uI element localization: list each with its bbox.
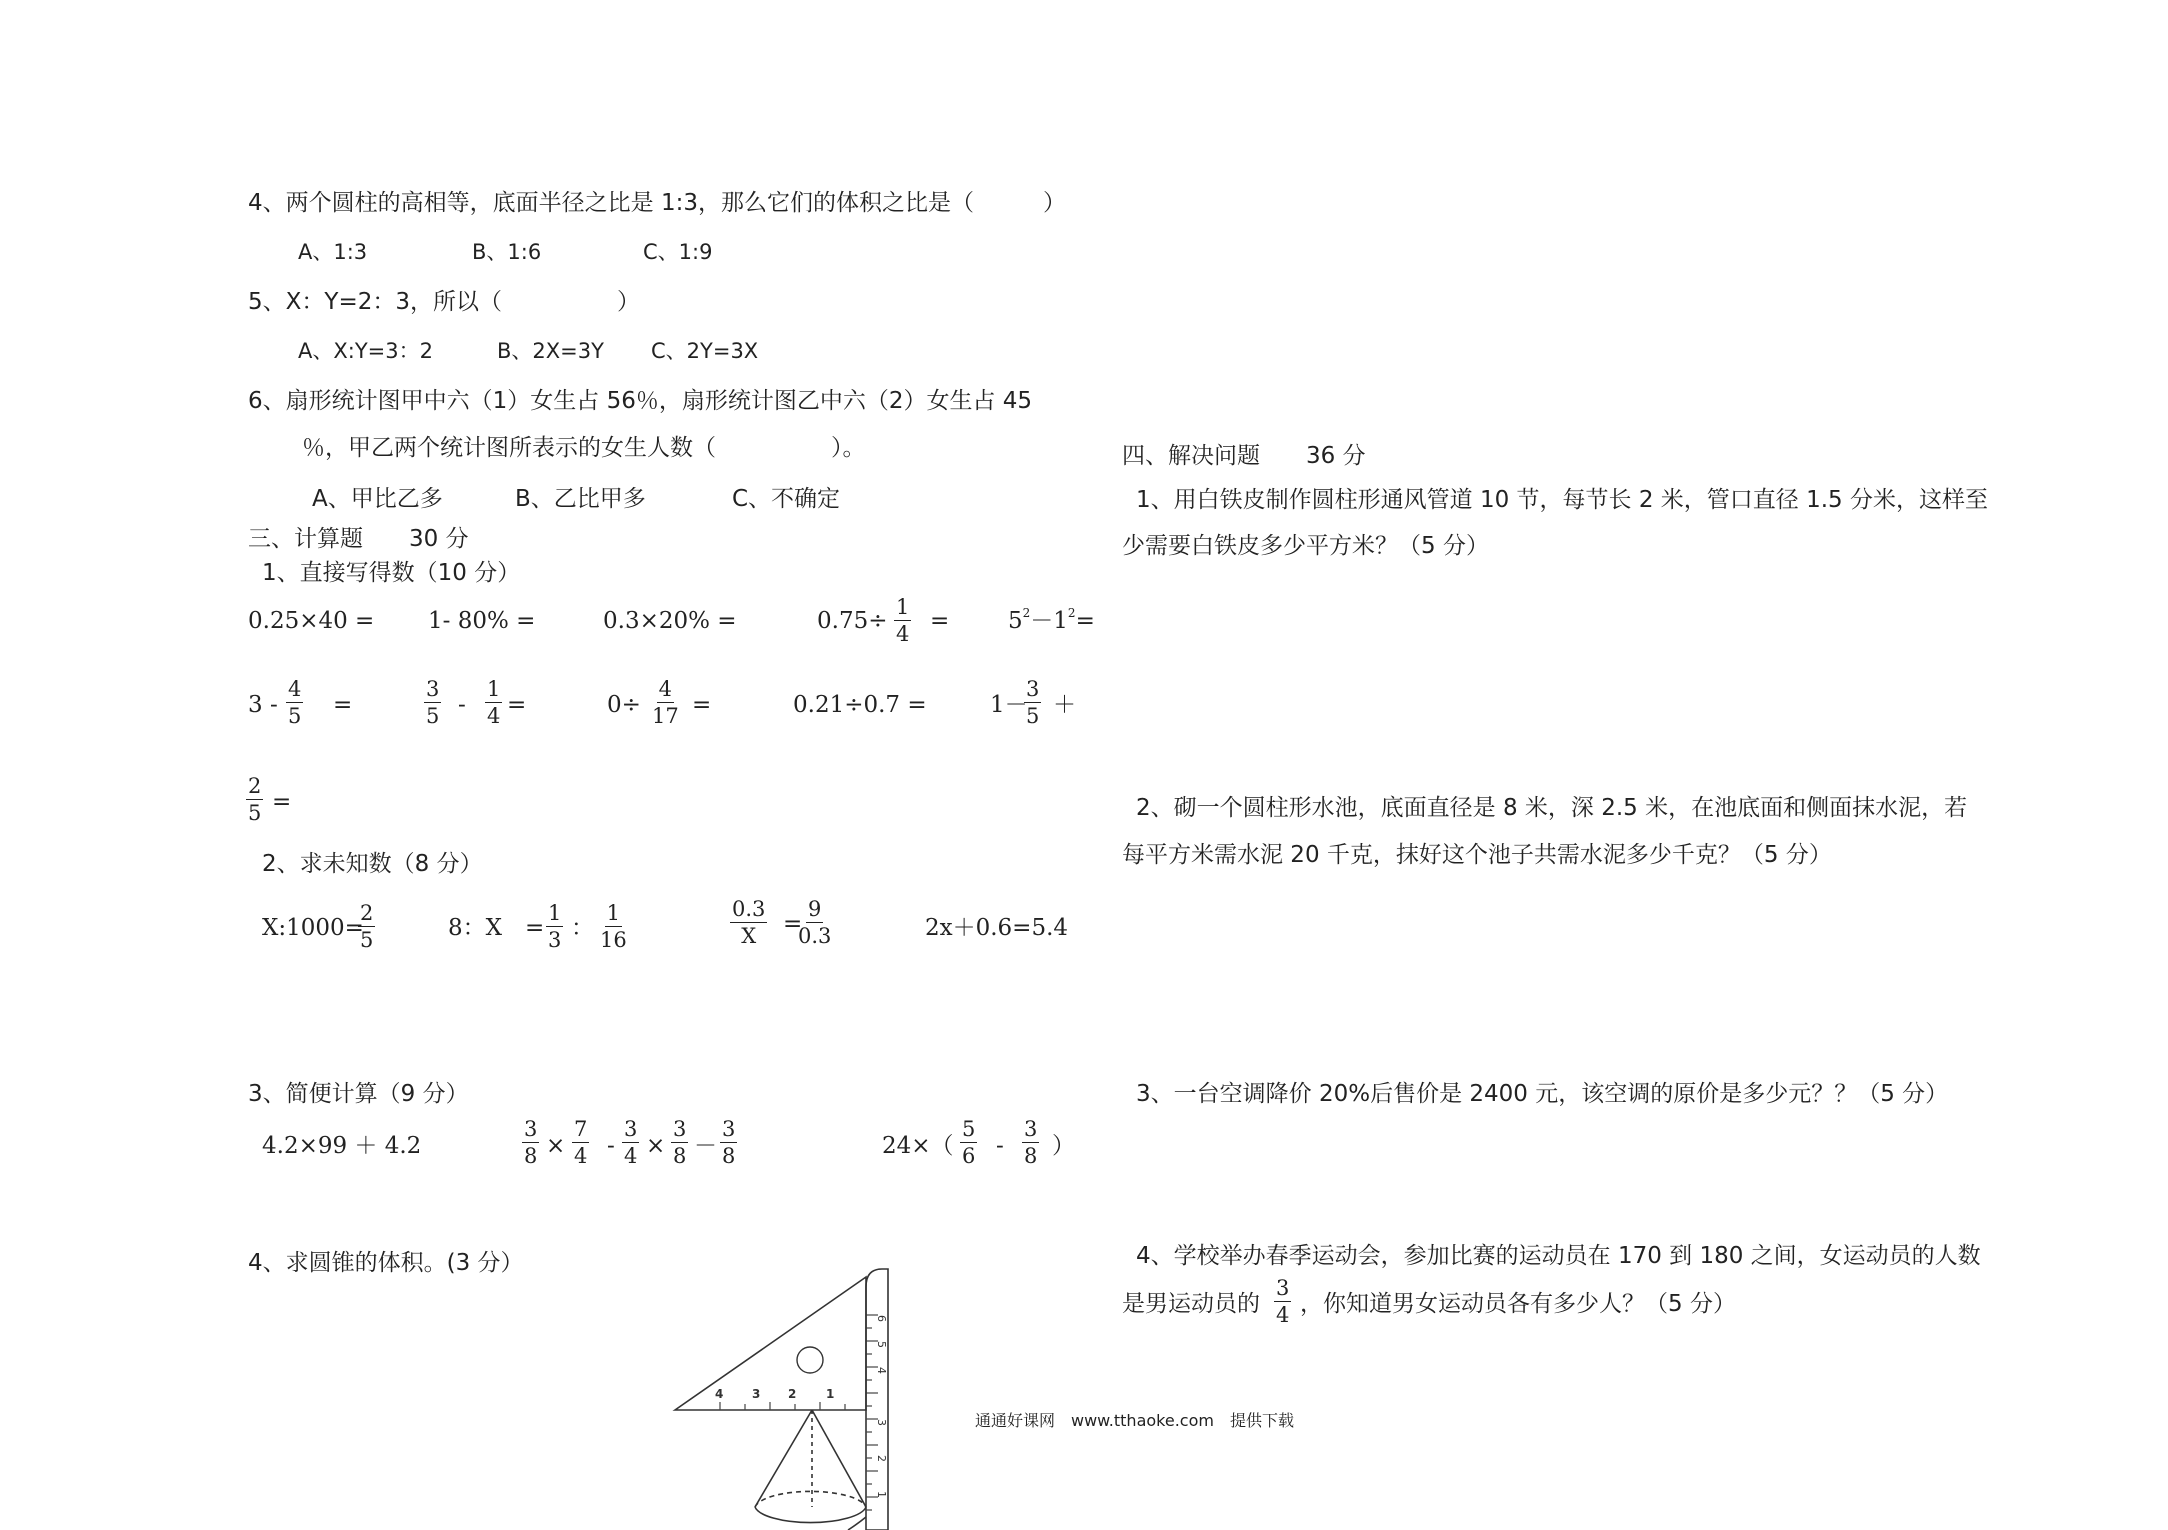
denominator: 5 [1026,704,1040,729]
exponent-a: 2 [1022,606,1031,620]
calc-row2-f3-fraction [650,678,681,727]
q4-option-b: B、1:6 [472,240,542,264]
numerator: 4 [657,678,674,703]
ruler-label-1: 1 [875,1491,888,1498]
problem-1-line2: 少需要白铁皮多少平方米？（5 分） [1122,533,1489,559]
exponent-b: 2 [1067,606,1076,620]
calc-row2-f6-fraction [246,775,263,824]
q5-option-a: A、X:Y=3：2 [298,339,433,363]
simplify-b-fraction-1 [522,1118,539,1167]
denominator: 6 [962,1144,976,1169]
numerator: 9 [806,898,823,923]
denominator: 5 [360,928,374,953]
section-3-heading: 三、计算题 30 分 [248,526,469,552]
numerator: 3 [720,1118,737,1143]
simplify-c-fraction-2 [1022,1118,1039,1167]
denominator: 16 [600,928,627,953]
numerator: 2 [246,775,263,800]
q5-option-c: C、2Y=3X [651,339,759,363]
problem-2-line1: 2、砌一个圆柱形水池，底面直径是 8 米，深 2.5 米，在池底面和侧面抹水泥，若 [1136,795,1968,821]
calc-row1-e4-fraction [894,596,911,645]
calc-row2-f5-plus: ＋ [1053,692,1076,718]
ruler-label-6: 6 [875,1315,888,1322]
equation-c-equals: = [783,911,803,937]
numerator: 4 [286,678,303,703]
numerator: 3 [424,678,441,703]
ruler-label-4: 4 [875,1367,888,1374]
numerator: 1 [546,902,563,927]
simplify-b-op4: － [694,1133,717,1159]
calc-row2-f6-equals: = [272,789,292,815]
q6-option-a: A、甲比乙多 [312,486,443,512]
calc-row2-f2-equals: = [507,692,527,718]
numerator: 1 [605,902,622,927]
equation-c-fraction-2 [796,898,833,947]
equation-b-prefix: 8：X = [448,915,545,941]
q4-option-a: A、1:3 [298,240,368,264]
cone [755,1410,866,1530]
problem-2-line2: 每平方米需水泥 20 千克，抹好这个池子共需水泥多少千克？（5 分） [1122,842,1832,868]
numerator: 0.3 [730,898,767,923]
equation-c-fraction-1 [730,898,767,947]
denominator: 5 [288,704,302,729]
calc-row1-e2: 1- 80% = [428,608,536,634]
simplify-b-fraction-4 [671,1118,688,1167]
calc-row1-e1: 0.25×40 = [248,608,375,634]
ruler-label-5: 5 [875,1341,888,1348]
equation-b-fraction-2 [598,902,629,951]
question-5: 5、X：Y=2：3，所以（ ） [248,289,640,315]
denominator: 4 [624,1144,638,1169]
triangle-hole [797,1347,823,1373]
calc-row2-f4: 0.21÷0.7 = [793,692,927,718]
sub-3-heading: 3、简便计算（9 分） [248,1081,469,1107]
simplify-a: 4.2×99 ＋ 4.2 [262,1133,422,1159]
simplify-b-fraction-5 [720,1118,737,1167]
problem-4-suffix: ，你知道男女运动员各有多少人？（5 分） [1300,1291,1736,1317]
sub-2-heading: 2、求未知数（8 分） [262,851,483,877]
numerator: 3 [1024,678,1041,703]
numerator: 3 [671,1118,688,1143]
simplify-b-fraction-3 [622,1118,639,1167]
problem-3: 3、一台空调降价 20%后售价是 2400 元，该空调的原价是多少元？？（5 分） [1136,1081,1949,1107]
equals: = [1075,608,1095,634]
denominator: 8 [673,1144,687,1169]
simplify-c-prefix: 24×（ [882,1133,954,1159]
denominator: 4 [574,1144,588,1169]
denominator: 8 [722,1144,736,1169]
question-6-line1: 6、扇形统计图甲中六（1）女生占 56％，扇形统计图乙中六（2）女生占 45 [248,388,1033,414]
numerator: 5 [960,1118,977,1143]
calc-row2-f2-fraction-2 [485,678,502,727]
q4-option-c: C、1:9 [643,240,713,264]
denominator: 4 [487,704,501,729]
cone-ruler-figure [660,1255,920,1530]
calc-row2-f2-operator: - [458,692,466,718]
simplify-b-op2: - [607,1133,615,1159]
denominator: 4 [1276,1303,1290,1328]
equation-d: 2x＋0.6=5.4 [925,915,1069,941]
problem-4-fraction [1274,1277,1291,1326]
ruler-label-3: 3 [875,1419,888,1426]
triangle-label-3: 3 [752,1387,761,1401]
numerator: 1 [485,678,502,703]
q5-option-b: B、2X=3Y [497,339,604,363]
equation-a-fraction [358,902,375,951]
calc-row2-f1-equals: = [333,692,353,718]
calc-row2-f2-fraction-1 [424,678,441,727]
simplify-c-fraction-1 [960,1118,977,1167]
calc-row2-f5-fraction [1024,678,1041,727]
calc-row1-e4-equals: = [930,608,950,634]
denominator: 8 [1024,1144,1038,1169]
equation-a-prefix: X:1000= [262,915,364,941]
triangle-ruler [675,1277,866,1410]
denominator: 8 [524,1144,538,1169]
section-4-heading: 四、解决问题 36 分 [1122,443,1366,469]
denominator: 0.3 [798,924,832,949]
q6-option-b: B、乙比甲多 [515,486,646,512]
numerator: 2 [358,902,375,927]
question-4: 4、两个圆柱的高相等，底面半径之比是 1:3，那么它们的体积之比是（ ） [248,190,1066,216]
calc-row2-f5-prefix: 1－ [990,692,1028,718]
equation-b-ratio: ： [571,915,594,941]
sub-1-heading: 1、直接写得数（10 分） [262,560,521,586]
problem-4-line1: 4、学校举办春季运动会，参加比赛的运动员在 170 到 180 之间，女运动员的人数 [1136,1243,1981,1269]
numerator: 7 [572,1118,589,1143]
equation-b-fraction-1 [546,902,563,951]
calc-row2-f3-equals: = [692,692,712,718]
calc-row1-e3: 0.3×20% = [603,608,737,634]
minus-base-b: －1 [1030,608,1068,634]
calc-row2-f1-prefix: 3 - [248,692,278,718]
denominator: X [741,924,757,949]
denominator: 3 [548,928,562,953]
question-6-line2: ％，甲乙两个统计图所表示的女生人数（ ）。 [302,435,866,461]
simplify-c-op: - [996,1133,1004,1159]
base-a: 5 [1008,608,1023,634]
numerator: 3 [522,1118,539,1143]
sub-4-heading: 4、求圆锥的体积。(3 分） [248,1250,524,1276]
numerator: 3 [1274,1277,1291,1302]
triangle-label-4: 4 [715,1387,724,1401]
ruler-label-2: 2 [875,1455,888,1462]
numerator: 3 [1022,1118,1039,1143]
calc-row2-f1-fraction [286,678,303,727]
denominator: 5 [248,801,262,826]
triangle-label-1: 1 [826,1387,835,1401]
calc-row2-f3-prefix: 0÷ [607,692,641,718]
problem-1-line1: 1、用白铁皮制作圆柱形通风管道 10 节，每节长 2 米，管口直径 1.5 分米，这样至 [1136,487,1988,513]
calc-row1-e5 [1008,606,1095,634]
denominator: 5 [426,704,440,729]
denominator: 4 [896,622,910,647]
triangle-label-2: 2 [788,1387,797,1401]
problem-4-prefix: 是男运动员的 [1122,1291,1260,1317]
simplify-b-op1: × [546,1133,566,1159]
simplify-b-fraction-2 [572,1118,589,1167]
simplify-c-close: ） [1052,1133,1075,1159]
denominator: 17 [652,704,679,729]
simplify-b-op3: × [646,1133,666,1159]
numerator: 1 [894,596,911,621]
q6-option-c: C、不确定 [732,486,841,512]
footer-download-note: 通通好课网 www.tthaoke.com 提供下载 [975,1411,1294,1430]
numerator: 3 [622,1118,639,1143]
calc-row1-e4-prefix: 0.75÷ [817,608,888,634]
